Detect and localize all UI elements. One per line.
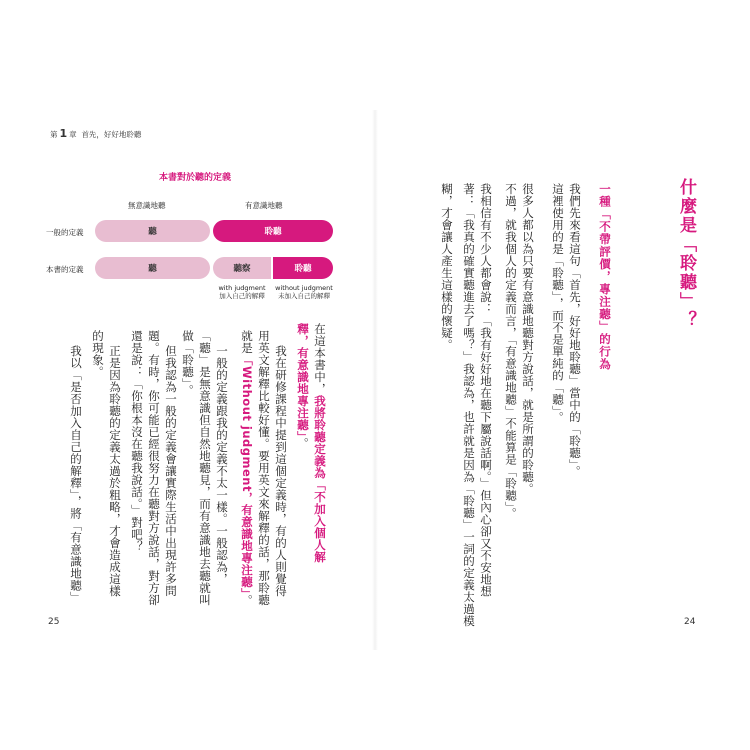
left-col-2: 釋，有意識地專注聽」。	[296, 323, 310, 450]
left-col-8: 「聽」是無意識但自然地聽見，而有意識地去聽就叫	[198, 330, 212, 606]
diagram-title: 本書對於聽的定義	[158, 173, 231, 183]
row-label-book: 本書的定義	[46, 265, 84, 274]
left-col-5: 就是「Without judgment，有意識地專注聽」。	[240, 330, 254, 607]
page-number-left: 25	[48, 617, 60, 627]
chapter-prefix: 第	[50, 130, 58, 139]
running-head	[50, 127, 141, 140]
note-without-judgment	[272, 284, 336, 301]
chapter-suffix: 章	[69, 130, 77, 139]
left-col-13: 正是因為聆聽的定義太過於粗略，才會造成這樣	[108, 345, 122, 597]
right-col-8: 糊，才會讓人產生這樣的懷疑。	[440, 183, 454, 351]
note-with-judgment-en: with judgment	[218, 284, 266, 292]
bar-book-observe: 聽察	[213, 257, 271, 279]
col-label-unconscious: 無意識地聽	[128, 201, 166, 210]
left-col-1: 在這本書中，我將聆聽定義為「不加入個人解	[313, 323, 327, 563]
left-col-14: 的現象。	[91, 330, 105, 378]
bar-general-listen: 聆聽	[213, 220, 333, 242]
right-col-6: 我相信有不少人都會說：「我有好好地在聽下屬說話啊。」但內心卻又不安地想	[479, 183, 493, 598]
note-with-judgment-zh: 加入自己的解釋	[219, 292, 265, 301]
right-col-5: 不過，就我個人的定義而言，「有意識地聽」不能算是「聆聽」。	[504, 183, 518, 520]
note-without-judgment-zh: 未加入自己的解釋	[278, 292, 330, 301]
without-judgment-highlight: 「Without judgment，有意識地專注聽」	[240, 354, 254, 595]
left-col-11: 題。有時，你可能已經很努力在聽對方說話，對方卻	[147, 330, 161, 606]
right-col-2: 這裡使用的是「聆聽」，而不是單純的「聽」。	[551, 183, 565, 424]
row-label-general: 一般的定義	[46, 228, 84, 237]
listening-definition-diagram	[40, 170, 340, 310]
page-number-right: 24	[684, 617, 696, 627]
right-col-1: 我們先來看這句「首先，好好地聆聽」當中的「聆聽」。	[568, 183, 582, 478]
bar-general-hear: 聽	[95, 220, 210, 242]
chapter-name: 首先，好好地聆聽	[81, 130, 142, 139]
left-col-12: 還是說：「你根本沒在聽我說話。」對吧？	[130, 330, 144, 553]
left-col-7: 一般的定義跟我的定義不太一樣。一般認為，	[215, 345, 229, 585]
right-col-4: 很多人都以為只要有意識地聽對方說話，就是所謂的聆聽。	[521, 183, 535, 495]
note-without-judgment-en: without judgment	[275, 284, 333, 292]
page-gutter	[372, 110, 378, 650]
col-label-conscious: 有意識地聽	[245, 201, 283, 210]
left-col-4: 用英文解釋比較好懂。要用英文來解釋的話，那聆聽	[257, 330, 271, 606]
section-heading: 一種「不帶評價，專注聽」的行為	[598, 183, 612, 371]
left-col-15: 我以「是否加入自己的解釋」，將「有意識地聽」	[69, 345, 83, 604]
chapter-number: 1	[59, 127, 68, 140]
right-col-7: 著：「我真的確實聽進去了嗎？」我認為，也許就是因為「聆聽」一詞的定義太過模	[462, 183, 476, 627]
definition-highlight-1: 我將聆聽定義為「不加入個人解	[313, 395, 327, 563]
left-col-10: 但我認為一般的定義會讓實際生活中出現許多問	[164, 345, 178, 597]
bar-book-listen: 聆聽	[273, 257, 333, 279]
chapter-title: 什麼是「聆聽」？	[676, 178, 696, 330]
left-col-9: 做「聆聽」。	[181, 330, 195, 397]
note-with-judgment	[212, 284, 272, 301]
left-col-3: 我在研修課程中提到這個定義時，有的人則覺得	[274, 345, 288, 597]
bar-book-hear: 聽	[95, 257, 210, 279]
definition-highlight-2: 釋，有意識地專注聽」	[296, 323, 310, 438]
